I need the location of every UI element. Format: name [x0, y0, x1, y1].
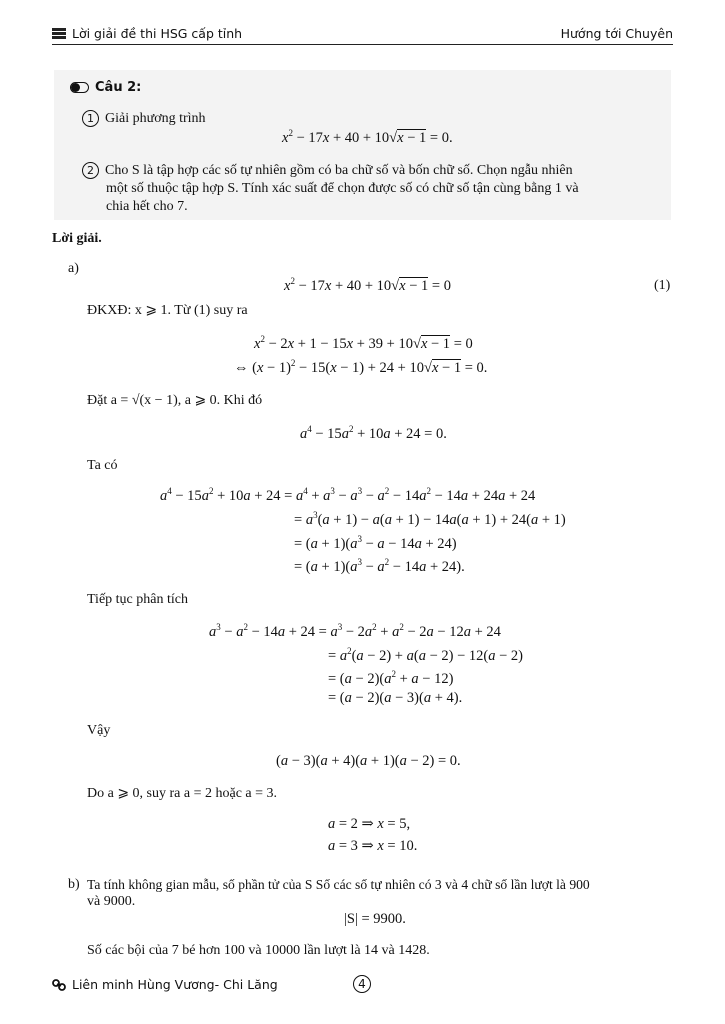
part-b-label: b)	[68, 877, 80, 892]
question-item-1	[82, 110, 206, 128]
header-right-title: Hướng tới Chuyên	[560, 26, 673, 41]
question-item-2	[82, 162, 573, 180]
page-header	[52, 24, 673, 45]
question-equation: $x^2 - 17x + 40 + 10√x - 1 = 0$.	[282, 128, 453, 146]
do-text: Do a ⩾ 0, suy ra a = 2 hoặc a = 3.	[87, 786, 278, 801]
factor2-line-2: = $a^2(a - 2) + a(a - 2) - 12(a - 2)$	[328, 646, 523, 664]
header-left-title: Lời giải đề thi HSG cấp tỉnh	[72, 26, 243, 41]
solution-heading: Lời giải.	[52, 231, 102, 246]
substitution-text: Đặt a = √(x − 1), a ⩾ 0. Khi đó	[87, 393, 263, 408]
factor-line-2: = $a^3(a + 1) - a(a + 1) - 14a(a + 1) + 24(a + 1)$	[294, 510, 566, 528]
footer-text: Liên minh Hùng Vương- Chi Lăng	[72, 977, 278, 992]
part-a-label: a)	[68, 261, 79, 276]
factor2-line-4: = (a − 2)(a − 3)(a + 4).	[328, 690, 463, 706]
part-b-line1: Ta tính không gian mẫu, số phần tử của S Số các số tự nhiên có 3 và 4 chữ số lần lượt là 900	[87, 877, 590, 892]
question-title	[70, 80, 141, 95]
part-b-last: Số các bội của 7 bé hơn 100 và 10000 lần lượt là 14 và 1428.	[87, 943, 430, 958]
factor-line-3: = $(a + 1)(a^3 - a - 14a + 24)$	[294, 534, 457, 552]
equation-4: $a^4 - 15a^2 + 10a + 24 = 0$.	[300, 424, 447, 442]
equation-2: $x^2 - 2x + 1 - 15x + 39 + 10√x - 1 = 0$	[254, 334, 473, 352]
stack-icon	[52, 28, 66, 39]
number-2-icon: 2	[82, 162, 99, 179]
page-footer	[52, 977, 278, 992]
question-box	[54, 70, 671, 220]
question-item-2-line2: một số thuộc tập hợp S. Tính xác suất để chọn được số có chữ số tận cùng bằng 1 và	[106, 181, 579, 196]
vay-text: Vậy	[87, 723, 111, 738]
solution-a3: a = 3 ⇒ x = 10.	[328, 838, 418, 854]
tiep-tuc-text: Tiếp tục phân tích	[87, 592, 188, 607]
equation-3: ⇔ $(x - 1)^2 - 15(x - 1) + 24 + 10√x - 1 = 0$.	[234, 358, 488, 376]
ta-co-text: Ta có	[87, 458, 118, 473]
solution-a2: a = 2 ⇒ x = 5,	[328, 816, 411, 832]
question-item-1-text: Giải phương trình	[105, 111, 206, 126]
page-number: 4	[353, 975, 371, 993]
factor2-line-1: $a^3 - a^2 - 14a + 24 = a^3 - 2a^2 + a^2 - 2a - 12a + 24$	[209, 622, 501, 640]
factor-line-4: = $(a + 1)(a^3 - a^2 - 14a + 24)$.	[294, 557, 465, 575]
link-icon	[52, 979, 66, 991]
part-b-line2: và 9000.	[87, 894, 136, 909]
question-item-2-line1: Cho S là tập hợp các số tự nhiên gồm có ba chữ số và bốn chữ số. Chọn ngẫu nhiên	[105, 163, 573, 178]
final-equation: (a − 3)(a + 4)(a + 1)(a − 2) = 0.	[276, 753, 461, 769]
part-b-equation: |S| = 9900.	[344, 911, 406, 927]
equation-1-label: (1)	[654, 278, 671, 293]
dkxd-text: ĐKXĐ: x ⩾ 1. Từ (1) suy ra	[87, 303, 248, 318]
question-item-2-line3: chia hết cho 7.	[106, 199, 188, 214]
question-title-text: Câu 2:	[95, 80, 142, 95]
number-1-icon: 1	[82, 110, 99, 127]
factor2-line-3: = $(a - 2)(a^2 + a - 12)$	[328, 669, 454, 687]
toggle-icon	[70, 82, 89, 93]
equation-1: $x^2 - 17x + 40 + 10√x - 1 = 0$	[284, 276, 451, 294]
factor-line-1: $a^4 - 15a^2 + 10a + 24 = a^4 + a^3 - a^3 - a^2 - 14a^2 - 14a + 24a + 24$	[160, 486, 536, 504]
header-left	[52, 26, 242, 41]
